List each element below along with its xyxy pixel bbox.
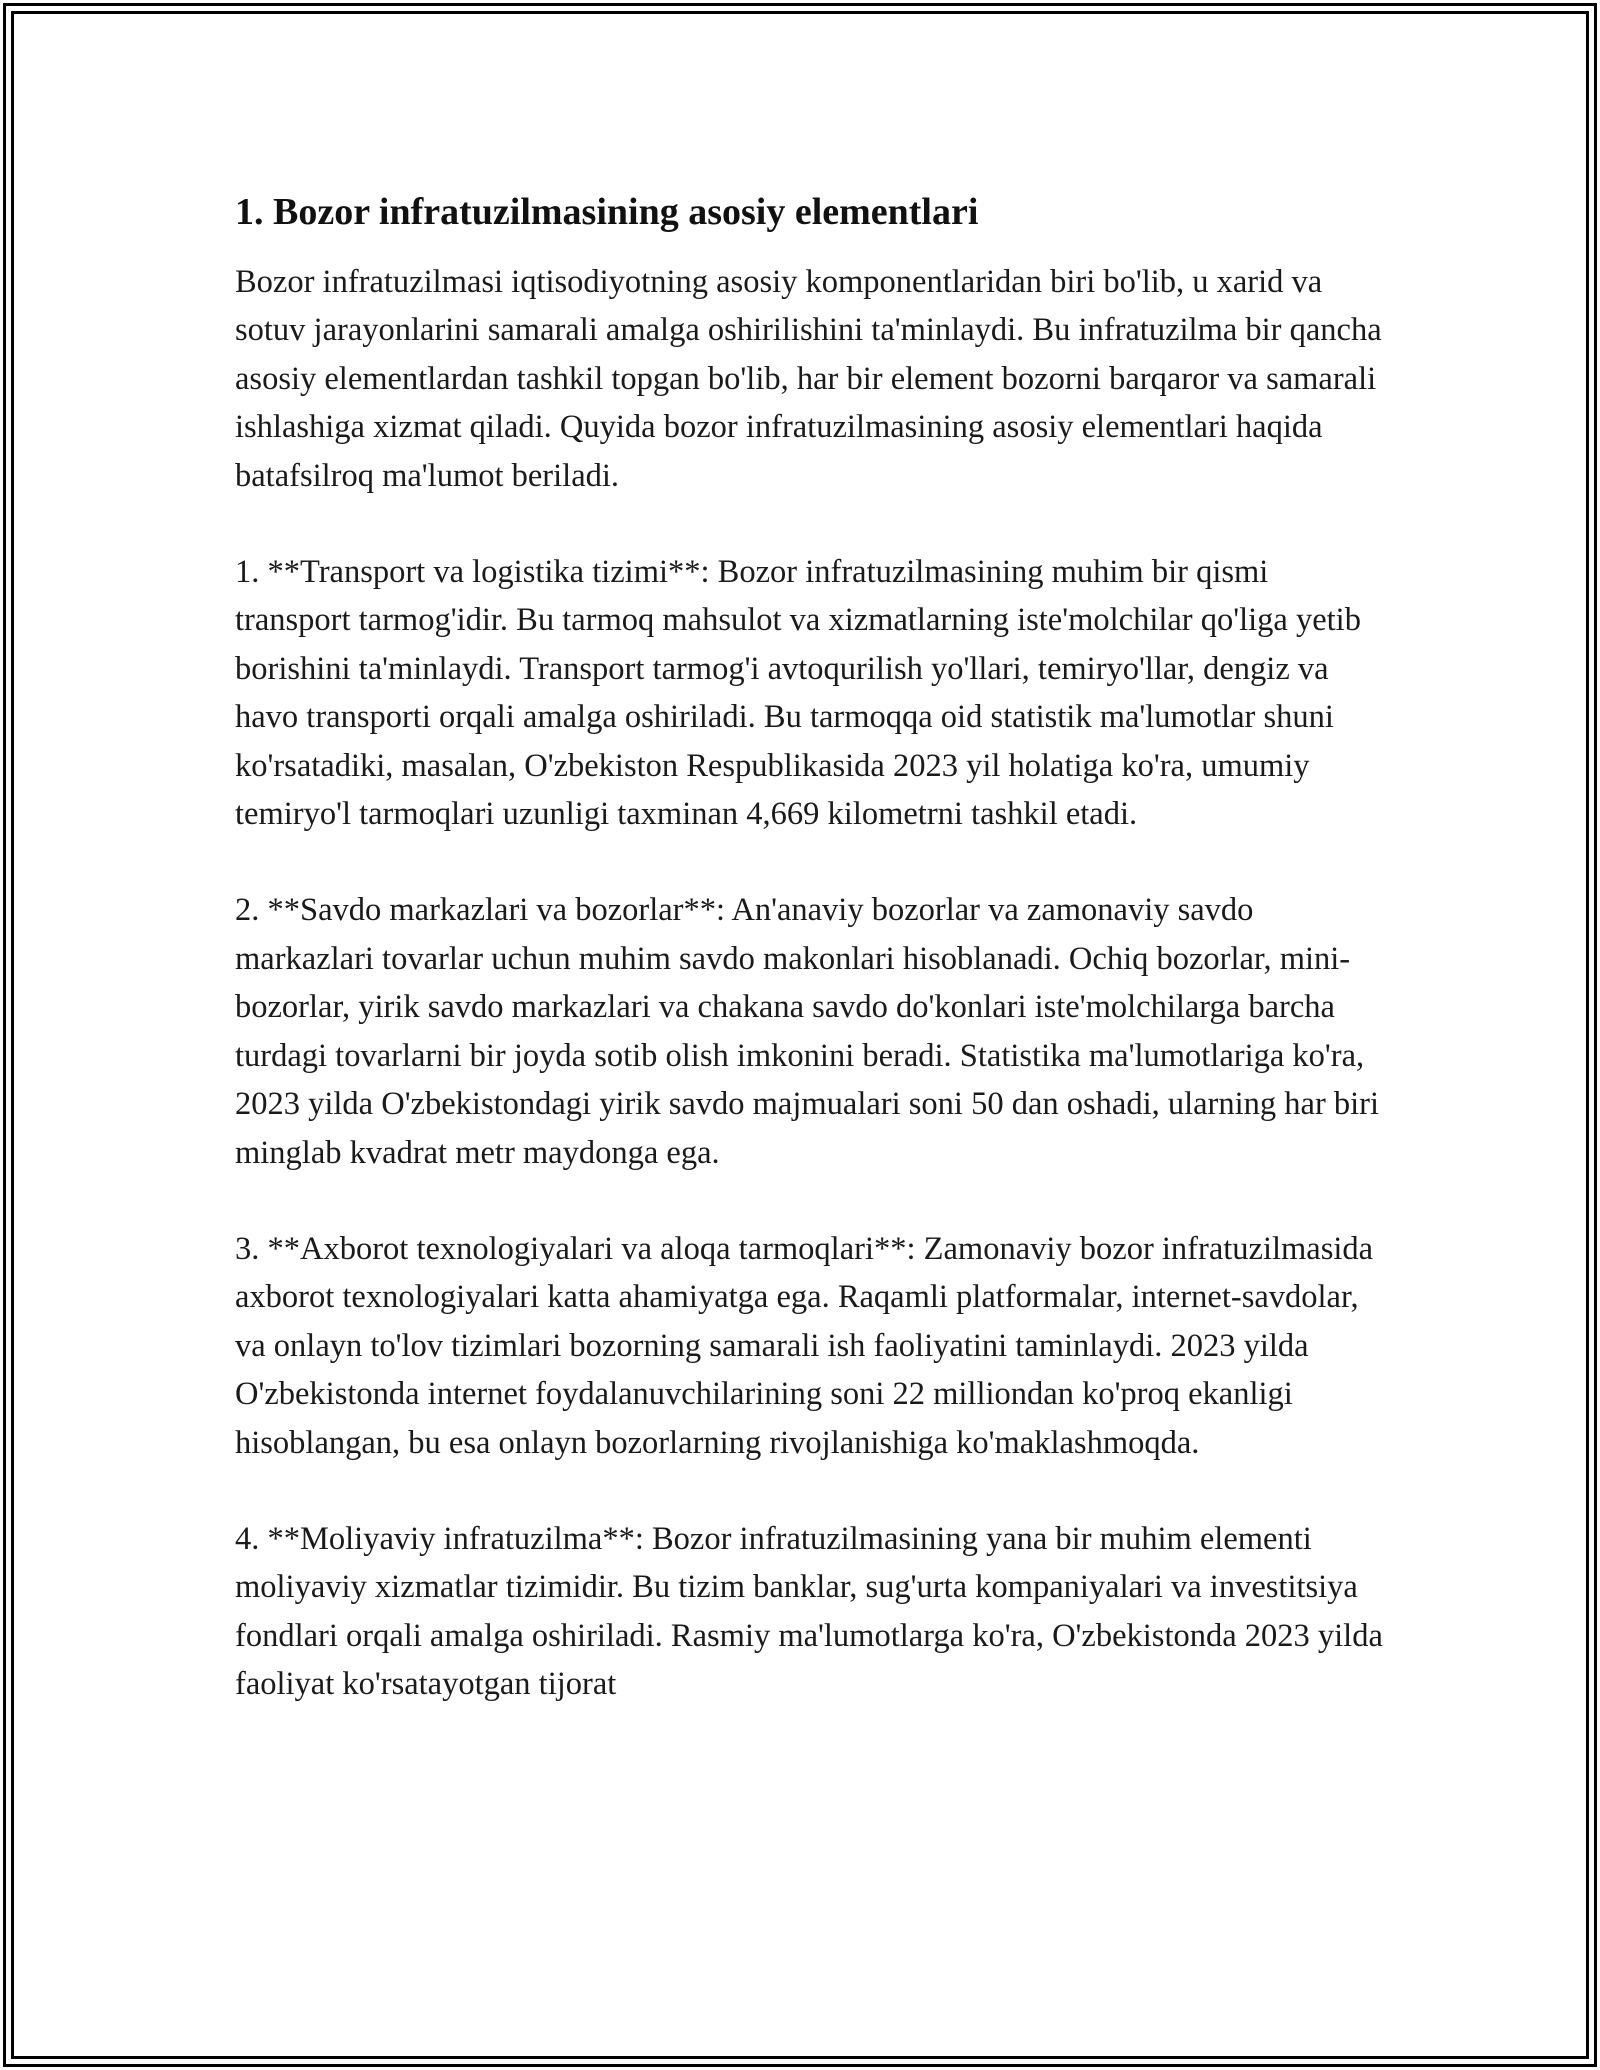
- intro-paragraph: Bozor infratuzilmasi iqtisodiyotning asosiy komponentlaridan biri bo'lib, u xarid va sotuv jarayonlarini samarali amalga oshirilishini ta'minlaydi. Bu infratuzilma bir qancha asosiy elementlardan tashkil topgan bo'lib, har bir element bozorni barqaror va samarali ishlashiga xizmat qiladi. Quyida bozor infratuzilmasining asosiy elementlari haqida batafsilroq ma'lumot beriladi.: [235, 264, 1382, 494]
- paragraph-financial: 4. **Moliyaviy infratuzilma**: Bozor infratuzilmasining yana bir muhim elementi moliyaviy xizmatlar tizimidir. Bu tizim banklar, sug'urta kompaniyalari va investitsiya fondlari orqali amalga oshiriladi. Rasmiy ma'lumotlarga ko'ra, O'zbekistonda 2023 yilda faoliyat ko'rsatayotgan tijorat: [235, 1520, 1383, 1703]
- section-heading: 1. Bozor infratuzilmasining asosiy elementlari: [235, 191, 979, 233]
- paragraph-transport: 1. **Transport va logistika tizimi**: Bozor infratuzilmasining muhim bir qismi transport tarmog'idir. Bu tarmoq mahsulot va xizmatlarning iste'molchilar qo'liga yetib borishini ta'minlaydi. Transport tarmog'i avtoqurilish yo'llari, temiryo'llar, dengiz va havo transporti orqali amalga oshiriladi. Bu tarmoqqa oid statistik ma'lumotlar shuni ko'rsatadiki, masalan, O'zbekiston Respublikasida 2023 yil holatiga ko'ra, umumiy temiryo'l tarmoqlari uzunligi taxminan 4,669 kilometrni tashkil etadi.: [235, 554, 1361, 833]
- paragraph-it-networks: 3. **Axborot texnologiyalari va aloqa tarmoqlari**: Zamonaviy bozor infratuzilmasida axborot texnologiyalari katta ahamiyatga ega. Raqamli platformalar, internet-savdolar, va onlayn to'lov tizimlari bozorning samarali ish faoliyatini taminlaydi. 2023 yilda O'zbekistonda internet foydalanuvchilarining soni 22 milliondan ko'proq ekanligi hisoblangan, bu esa onlayn bozorlarning rivojlanishiga ko'maklashmoqda.: [235, 1230, 1374, 1461]
- paragraph-trade-centers: 2. **Savdo markazlari va bozorlar**: An'anaviy bozorlar va zamonaviy savdo markazlari tovarlar uchun muhim savdo makonlari hisoblanadi. Ochiq bozorlar, mini-bozorlar, yirik savdo markazlari va chakana savdo do'konlari iste'molchilarga barcha turdagi tovarlarni bir joyda sotib olish imkonini beradi. Statistika ma'lumotlariga ko'ra, 2023 yilda O'zbekistondagi yirik savdo majmualari soni 50 dan oshadi, ularning har biri minglab kvadrat metr maydonga ega.: [235, 892, 1380, 1171]
- document-page: [235, 188, 1385, 1709]
